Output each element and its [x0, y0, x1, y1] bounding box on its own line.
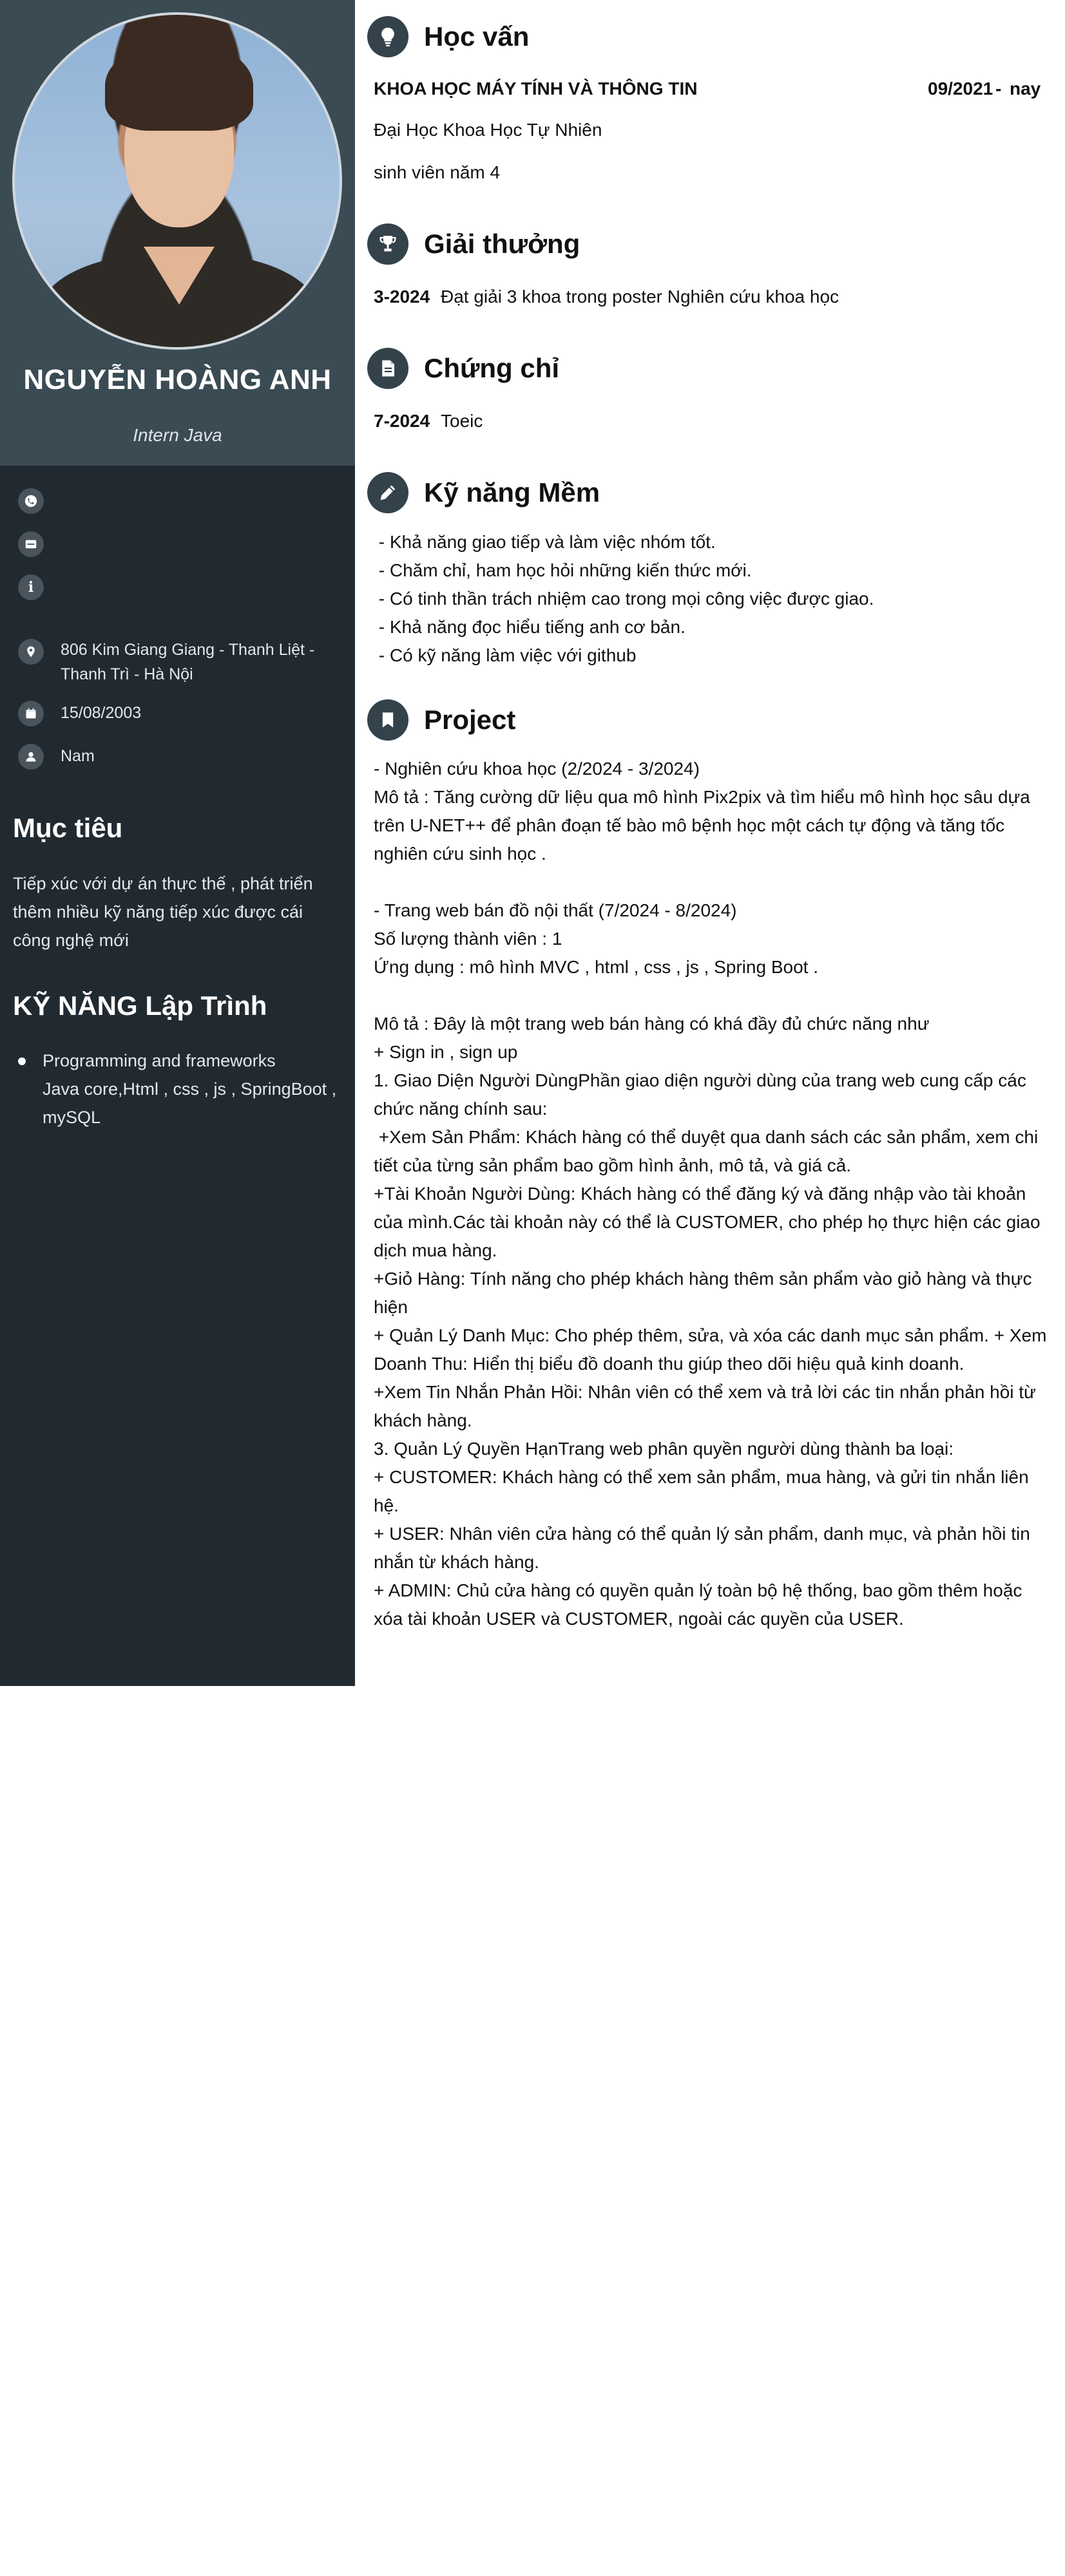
bookmark-icon [367, 699, 408, 741]
award-text: Đạt giải 3 khoa trong poster Nghiên cứu khoa học [441, 287, 840, 307]
education-header [367, 16, 529, 57]
pencil-icon [367, 472, 408, 513]
education-end: nay [1010, 79, 1041, 99]
contact-email [18, 531, 347, 557]
awards-title: Giải thưởng [424, 229, 580, 259]
skills-list-item [18, 1046, 340, 1132]
info-icon: i [18, 574, 44, 600]
soft-skills-text: - Khả năng giao tiếp và làm việc nhóm tốt. - Chăm chỉ, ham học hỏi những kiến thức mới. - Có tinh thần trách nhiệm cao trong mọi công việc được giao. - Khả năng đọc hiểu tiếng anh cơ bản. - Có kỹ năng làm việc với github [378, 532, 874, 665]
bullet-icon [18, 1057, 26, 1065]
soft-skills-title: Kỹ năng Mềm [424, 477, 600, 507]
soft-skills-header [367, 472, 600, 513]
education-separator: - [995, 79, 1002, 99]
contact-phone [18, 488, 347, 514]
location-pin-icon [18, 639, 44, 665]
avatar [12, 12, 342, 350]
contact-address [18, 638, 347, 687]
certificate-date: 7-2024 [374, 411, 430, 431]
trophy-icon [367, 223, 408, 265]
objective-title: Mục tiêu [13, 813, 123, 843]
phone-icon [18, 488, 44, 514]
skills-text: Programming and frameworks Java core,Html , css , js , SpringBoot , mySQL [43, 1051, 337, 1127]
birthday-text: 15/08/2003 [61, 704, 142, 722]
lightbulb-icon [367, 16, 408, 57]
contact-birthday [18, 701, 347, 726]
education-status: sinh viên năm 4 [374, 162, 501, 182]
person-icon [18, 744, 44, 770]
project-header [367, 699, 515, 741]
contact-gender [18, 744, 347, 770]
awards-header [367, 223, 580, 265]
contact-info [18, 574, 347, 600]
education-field: KHOA HỌC MÁY TÍNH VÀ THÔNG TIN [374, 79, 698, 99]
certificates-header [367, 348, 559, 389]
document-icon [367, 348, 408, 389]
award-date: 3-2024 [374, 287, 430, 307]
skills-title: KỸ NĂNG Lập Trình [13, 990, 267, 1021]
email-icon [18, 531, 44, 557]
gender-text: Nam [61, 747, 95, 765]
project-text: - Nghiên cứu khoa học (2/2024 - 3/2024) Mô tả : Tăng cường dữ liệu qua mô hình Pix2pix và tìm hiểu mô hình học sâu dựa trên U-NET++ để phân đoạn tế bào mô bệnh học một cách tự động và tăng tốc nghiên cứu sinh học . - Trang web bán đồ nội thất (7/2024 - 8/2024) Số lượng thành viên : 1 Ứng dụng : mô hình MVC , html , css , js , Spring Boot . Mô tả : Đây là một trang web bán hàng có khá đầy đủ chức năng như + Sign in , sign up 1. Giao Diện Người DùngPhần giao diện người dùng của trang web cung cấp các chức năng chính sau: +Xem Sản Phẩm: Khách hàng có thể duyệt qua danh sách các sản phẩm, xem chi tiết của từng sản phẩm bao gồm hình ảnh, mô tả, và giá cả. +Tài Khoản Người Dùng: Khách hàng có thể đăng ký và đăng nhập vào tài khoản của mình.Các tài khoản này có thể là CUSTOMER, cho phép họ thực hiện các giao dịch mua hàng. +Giỏ Hàng: Tính năng cho phép khách hàng thêm sản phẩm vào giỏ hàng và thực hiện + Quản Lý Danh Mục: Cho phép thêm, sửa, và xóa các danh mục sản phẩm. + Xem Doanh Thu: Hiển thị biểu đồ doanh thu giúp theo dõi hiệu quả kinh doanh. +Xem Tin Nhắn Phản Hồi: Nhân viên có thể xem và trả lời các tin nhắn phản hồi từ khách hàng. 3. Quản Lý Quyền HạnTrang web phân quyền người dùng thành ba loại: + CUSTOMER: Khách hàng có thể xem sản phẩm, mua hàng, và gửi tin nhắn liên hệ. + USER: Nhân viên cửa hàng có thể quản lý sản phẩm, danh mục, và phản hồi tin nhắn từ khách hàng. + ADMIN: Chủ cửa hàng có quyền quản lý toàn bộ hệ thống, bao gồm thêm hoặc xóa tài khoản USER và CUSTOMER, ngoài các quyền của USER. [374, 759, 1047, 1629]
address-text: 806 Kim Giang Giang - Thanh Liệt - Thanh Trì - Hà Nội [61, 641, 315, 683]
profile-role: Intern Java [133, 425, 222, 445]
calendar-icon [18, 701, 44, 726]
education-title: Học vấn [424, 21, 530, 52]
project-title: Project [424, 705, 516, 735]
certificate-text: Toeic [441, 411, 483, 431]
sidebar [0, 0, 355, 1686]
certificates-title: Chứng chỉ [424, 353, 560, 383]
profile-header [0, 0, 355, 466]
education-start: 09/2021 [928, 79, 993, 99]
profile-name: NGUYỄN HOÀNG ANH [23, 364, 332, 395]
education-school: Đại Học Khoa Học Tự Nhiên [374, 120, 602, 140]
objective-text: Tiếp xúc với dự án thực thế , phát triển thêm nhiều kỹ năng tiếp xúc được cái công nghệ mới [13, 874, 313, 950]
